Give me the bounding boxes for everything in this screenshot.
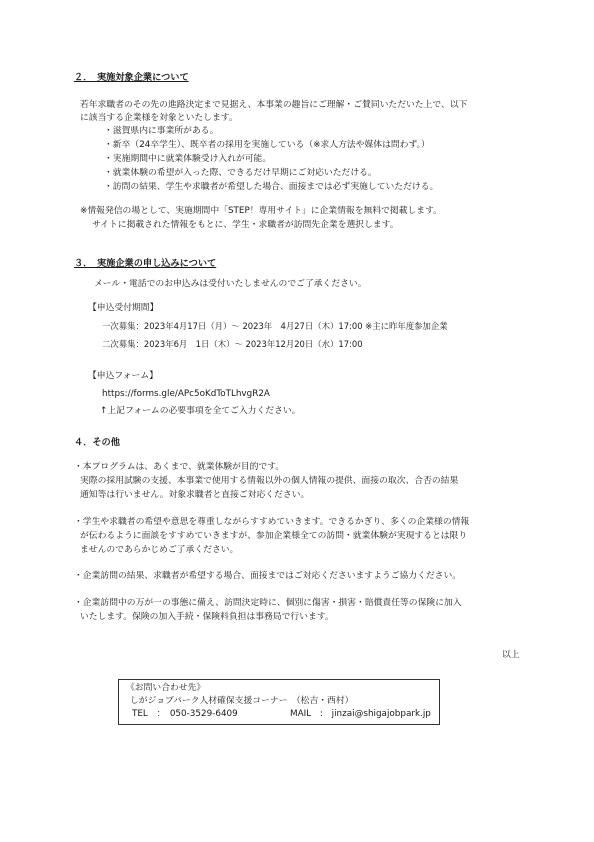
form-instruction: ↑上記フォームの必要事項を全てご入力ください。: [100, 406, 301, 416]
section4-heading: ４．その他: [74, 437, 120, 448]
criteria-item: ・訪問の結果、学生や求職者が希望した場合、面接までは必ず実施していただける。: [104, 182, 439, 192]
other-item-line: ・本プログラムは、あくまで、就業体験が目的です。: [74, 462, 285, 472]
section2-intro-line1: 若年求職者のその先の進路決定まで見据え、本事業の趣旨にご理解・ご賛同いただいた上で、以下: [80, 100, 468, 110]
first-round-period: 一次募集：2023年4月17日（月）～ 2023年 4月27日（木）17:00 ※主に昨年度参加企業: [102, 321, 448, 331]
contact-title: 《お問い合わせ先》: [126, 683, 206, 693]
second-round-period: 二次募集：2023年6月 1日（木）～ 2023年12月20日（水）17:00: [102, 339, 363, 349]
section2-intro-line2: に該当する企業様を対象といたします。: [80, 113, 238, 123]
other-item-line: ・企業訪問の結果、求職者が希望する場合、面接まではご対応くださいますようご協力ください。: [74, 571, 462, 581]
other-item-line: ・企業訪問中の万が一の事態に備え、訪問決定時に、個別に傷害・損害・賠償責任等の保険に加入: [74, 598, 462, 608]
other-item-line: ませんのであらかじめご了承ください。: [80, 545, 239, 555]
other-item-line: いたします。保険の加入手続・保険料負担は事務局で行います。: [80, 612, 334, 622]
criteria-item: ・就業体験の希望が入った際、できるだけ早期にご対応いただける。: [104, 168, 377, 178]
criteria-item: ・実施期間中に就業体験受け入れが可能。: [104, 154, 272, 164]
other-item-line: 通知等は行いません。対象求職者と直接ご対応ください。: [80, 490, 310, 500]
criteria-item: ・滋賀県内に事業所がある。: [104, 126, 219, 136]
section2-heading: ２． 実施対象企業について: [74, 72, 189, 83]
contact-email[interactable]: MAIL : jinzai@shigajobpark.jp: [290, 709, 431, 719]
criteria-item: ・新卒（24卒学生）、既卒者の採用を実施している（※求人方法や媒体は問わず。）: [104, 140, 430, 150]
other-item-line: 実際の採用試験の支援、本事業で使用する情報以外の個人情報の提供、面接の取次、合否の結果: [80, 476, 459, 486]
contact-organization: しがジョブパーク人材確保支援コーナー （松吉・西村）: [130, 696, 354, 706]
form-label: 【申込フォーム】: [88, 371, 158, 381]
info-note-line2: サイトに掲載された情報をもとに、学生・求職者が訪問先企業を選択します。: [92, 220, 399, 230]
application-notice: メール・電話でのお申込みは受付いたしませんのでご了承ください。: [94, 279, 367, 289]
section3-heading: ３． 実施企業の申し込みについて: [74, 258, 217, 269]
contact-phone: TEL ： 050-3529-6409: [132, 709, 238, 719]
form-link[interactable]: https://forms.gle/APc5oKdToTLhvgR2A: [102, 389, 270, 399]
other-item-line: ・学生や求職者の希望や意思を尊重しながらすすめていきます。できるかぎり、多くの企業様の情報: [74, 517, 470, 527]
period-label: 【申込受付期間】: [88, 303, 159, 313]
other-item-line: が伝わるように面談をすすめていきますが、参加企業様全ての訪問・就業体験が実現するとは限り: [80, 531, 468, 541]
info-note-line1: ※情報発信の場として、実施期間中「STEP！専用サイト」に企業情報を無料で掲載します。: [80, 206, 442, 216]
closing-mark: 以上: [502, 650, 520, 660]
